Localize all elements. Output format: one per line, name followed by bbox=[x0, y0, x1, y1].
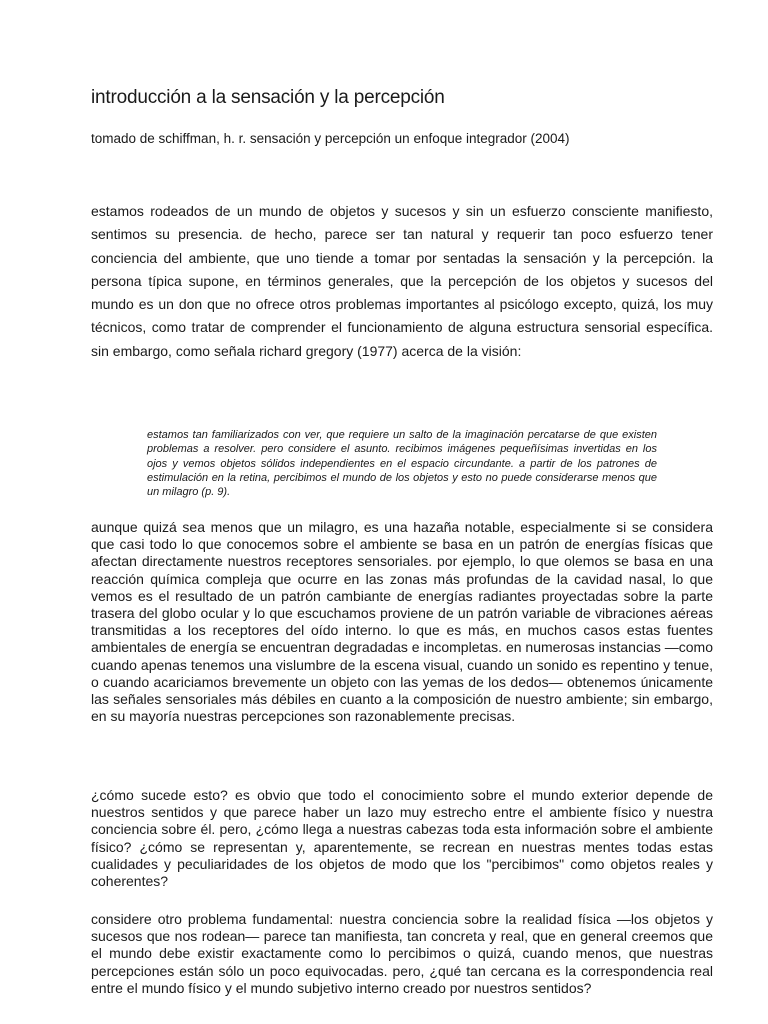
paragraph-intro: estamos rodeados de un mundo de objetos y sucesos y sin un esfuerzo consciente manifiesto, sentimos su presencia. de hecho, parece ser tan natural y requerir tan poco esfuerzo tener conciencia del ambiente, que uno tiende a tomar por sentadas la sensación y la percepción. la persona típica supone, en términos generales, que la percepción de los objetos y sucesos del mundo es un don que no ofrece otros problemas importantes al psicólogo excepto, quizá, los muy técnicos, como tratar de comprender el funcionamiento de alguna estructura sensorial específica. sin embargo, como señala richard gregory (1977) acerca de la visión: bbox=[91, 203, 713, 359]
source-citation: tomado de schiffman, h. r. sensación y percepción un enfoque integrador (2004) bbox=[91, 131, 570, 146]
block-quote: estamos tan familiarizados con ver, que requiere un salto de la imaginación percatarse de que existen problemas a resolver. pero considere el asunto. recibimos imágenes pequeñísimas invertidas en los ojos y vemos objetos sólidos independientes en el espacio circundante. a partir de los patrones de estimulación en la retina, percibimos el mundo de los objetos y esto no puede considerarse menos que un milagro (p. 9). bbox=[147, 429, 657, 499]
paragraph-2: aunque quizá sea menos que un milagro, es una hazaña notable, especialmente si se considera que casi todo lo que conocemos sobre el ambiente se basa en un patrón de energías físicas que afectan directamente nuestros receptores sensoriales. por ejemplo, lo que olemos se basa en una reacción química compleja que ocurre en las zonas más profundas de la cavidad nasal, lo que vemos es el resultado de un patrón cambiante de energías radiantes proyectadas sobre la parte trasera del globo ocular y lo que escuchamos proviene de un patrón variable de vibraciones aéreas transmitidas a los receptores del oído interno. lo que es más, en muchos casos estas fuentes ambientales de energía se encuentran degradadas e incompletas. en numerosas instancias —como cuando apenas tenemos una vislumbre de la escena visual, cuando un sonido es repentino y tenue, o cuando acariciamos brevemente un objeto con las yemas de los dedos— obtenemos únicamente las señales sensoriales más débiles en cuanto a la composición de nuestro ambiente; sin embargo, en su mayoría nuestras percepciones son razonablemente precisas. bbox=[91, 519, 713, 725]
paragraph-4: considere otro problema fundamental: nuestra conciencia sobre la realidad física —los objetos y sucesos que nos rodean— parece tan manifiesta, tan concreta y real, que en general creemos que el mundo debe existir exactamente como lo percibimos o quizá, cuando menos, que nuestras percepciones están sólo un poco equivocadas. pero, ¿qué tan cercana es la correspondencia real entre el mundo físico y el mundo subjetivo interno creado por nuestros sentidos? bbox=[91, 911, 713, 996]
document-title: introducción a la sensación y la percepción bbox=[91, 87, 445, 108]
paragraph-3: ¿cómo sucede esto? es obvio que todo el conocimiento sobre el mundo exterior depende de nuestros sentidos y que parece haber un lazo muy estrecho entre el ambiente físico y nuestra conciencia sobre él. pero, ¿cómo llega a nuestras cabezas toda esta información sobre el ambiente físico? ¿cómo se representan y, aparentemente, se recrean en nuestras mentes todas estas cualidades y peculiaridades de los objetos de modo que los "percibimos" como objetos reales y coherentes? bbox=[91, 787, 713, 890]
